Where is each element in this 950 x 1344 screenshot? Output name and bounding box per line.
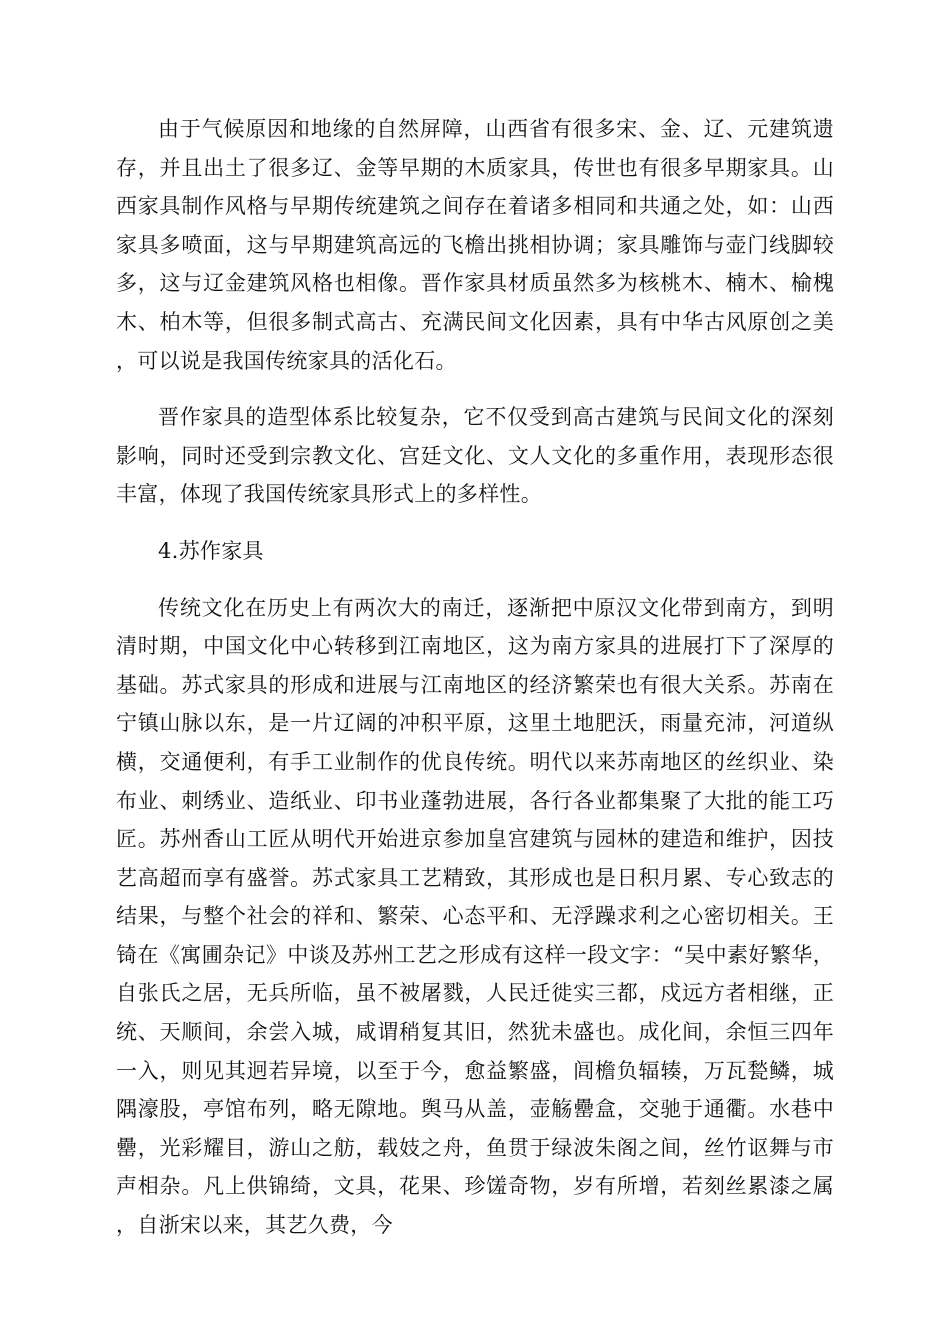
paragraph-shanxi-furniture-intro: 由于气候原因和地缘的自然屏障，山西省有很多宋、金、辽、元建筑遗存，并且出土了很多辽、金等早期的木质家具，传世也有很多早期家具。山西家具制作风格与早期传统建筑之间存在着诸多相同和共通之处，如：山西家具多喷面，这与早期建筑高远的飞檐出挑相协调；家具雕饰与壶门线脚较多，这与辽金建筑风格也相像。晋作家具材质虽然多为核桃木、楠木、榆槐木、柏木等，但很多制式高古、充满民间文化因素，具有中华古风原创之美，可以说是我国传统家具的活化石。: [116, 117, 834, 373]
document-page: [116, 110, 834, 1245]
paragraph-su-style-furniture: 传统文化在历史上有两次大的南迁，逐渐把中原汉文化带到南方，到明清时期，中国文化中心转移到江南地区，这为南方家具的进展打下了深厚的基础。苏式家具的形成和进展与江南地区的经济繁荣也有很大关系。苏南在宁镇山脉以东，是一片辽阔的冲积平原，这里土地肥沃，雨量充沛，河道纵横，交通便利，有手工业制作的优良传统。明代以来苏南地区的丝织业、染布业、刺绣业、造纸业、印书业蓬勃进展，各行各业都集聚了大批的能工巧匠。苏州香山工匠从明代开始进京参加皇宫建筑与园林的建造和维护，因技艺高超而享有盛誉。苏式家具工艺精致，其形成也是日积月累、专心致志的结果，与整个社会的祥和、繁荣、心态平和、无浮躁求利之心密切相关。王锜在《寓圃杂记》中谈及苏州工艺之形成有这样一段文字：“吴中素好繁华，自张氏之居，无兵所临，虽不被屠戮，人民迁徙实三都，戍远方者相继，正统、天顺间，余尝入城，咸谓稍复其旧，然犹未盛也。成化间，余恒三四年一入，则见其迥若异境，以至于今，愈益繁盛，闾檐负辐辏，万瓦甃鳞，城隅濠股，亭馆布列，略无隙地。舆马从盖，壶觞罍盒，交驰于通衢。水巷中罍，光彩耀目，游山之舫，载妓之舟，鱼贯于绿波朱阁之间，丝竹讴舞与市声相杂。凡上供锦绮，文具，花果、珍馐奇物，岁有所增，若刻丝累漆之属，自浙宋以来，其艺久费，今: [116, 595, 834, 1238]
section-heading-su-style-furniture: 4.苏作家具: [158, 538, 264, 563]
paragraph-jin-style-furniture: 晋作家具的造型体系比较复杂，它不仅受到高古建筑与民间文化的深刻影响，同时还受到宗教文化、宫廷文化、文人文化的多重作用，表现形态很丰富，体现了我国传统家具形式上的多样性。: [116, 405, 834, 507]
